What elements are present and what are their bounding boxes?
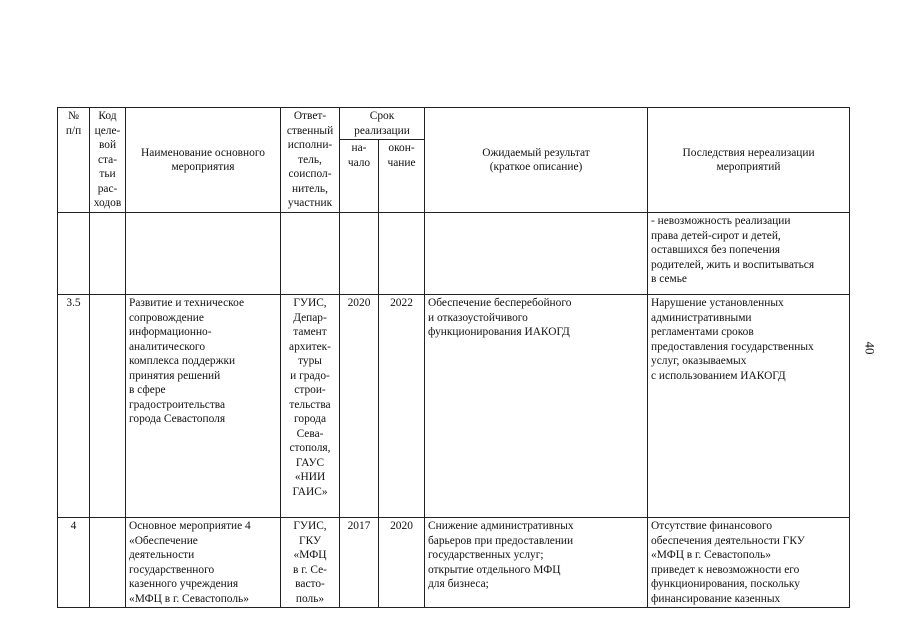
cell-consequences: Нарушение установленных административными регламентами сроков предоставления государственных услуг, оказываемых с использованием ИАКОГД xyxy=(648,295,850,518)
table-row xyxy=(58,518,850,608)
cell-num xyxy=(58,213,90,295)
cell-num: 3.5 xyxy=(58,295,90,518)
cell-start: 2017 xyxy=(340,518,379,608)
header-result: Ожидаемый результат (краткое описание) xyxy=(425,108,648,213)
cell-code xyxy=(90,295,126,518)
page-number: 40 xyxy=(862,341,878,355)
cell-name: Развитие и техническое сопровождение информационно- аналитического комплекса поддержки принятия решений в сфере градостроительства города Севастополя xyxy=(126,295,281,518)
cell-start: 2020 xyxy=(340,295,379,518)
table-row xyxy=(58,295,850,518)
header-code: Код целе- вой ста- тьи рас- ходов xyxy=(90,108,126,213)
header-name: Наименование основного мероприятия xyxy=(126,108,281,213)
header-consequences: Последствия нереализации мероприятий xyxy=(648,108,850,213)
cell-start xyxy=(340,213,379,295)
header-responsible: Ответ- ственный исполни- тель, соиспол- нитель, участник xyxy=(281,108,340,213)
cell-consequences: - невозможность реализации права детей-сирот и детей, оставшихся без попечения родителей, жить и воспитываться в семье xyxy=(648,213,850,295)
cell-result: Снижение административных барьеров при предоставлении государственных услуг; открытие отдельного МФЦ для бизнеса; xyxy=(425,518,648,608)
cell-end: 2022 xyxy=(379,295,425,518)
table-row xyxy=(58,213,850,295)
cell-name xyxy=(126,213,281,295)
cell-end xyxy=(379,213,425,295)
cell-responsible: ГУИС, ГКУ «МФЦ в г. Се- васто- поль» xyxy=(281,518,340,608)
cell-result xyxy=(425,213,648,295)
cell-responsible: ГУИС, Депар- тамент архитек- туры и градо- строи- тельства города Сева- стополя, ГАУС «НИИ ГАИС» xyxy=(281,295,340,518)
cell-end: 2020 xyxy=(379,518,425,608)
cell-responsible xyxy=(281,213,340,295)
cell-code xyxy=(90,518,126,608)
cell-num: 4 xyxy=(58,518,90,608)
measures-table xyxy=(57,107,850,608)
header-start: на- чало xyxy=(340,140,379,213)
header-term: Срок реализации xyxy=(340,108,425,140)
cell-name: Основное мероприятие 4 «Обеспечение деятельности государственного казенного учреждения «МФЦ в г. Севастополь» xyxy=(126,518,281,608)
cell-result: Обеспечение бесперебойного и отказоустойчивого функционирования ИАКОГД xyxy=(425,295,648,518)
cell-consequences: Отсутствие финансового обеспечения деятельности ГКУ «МФЦ в г. Севастополь» приведет к невозможности его функционирования, поскольку финансирование казенных xyxy=(648,518,850,608)
header-end: окон- чание xyxy=(379,140,425,213)
cell-code xyxy=(90,213,126,295)
header-num: № п/п xyxy=(58,108,90,213)
